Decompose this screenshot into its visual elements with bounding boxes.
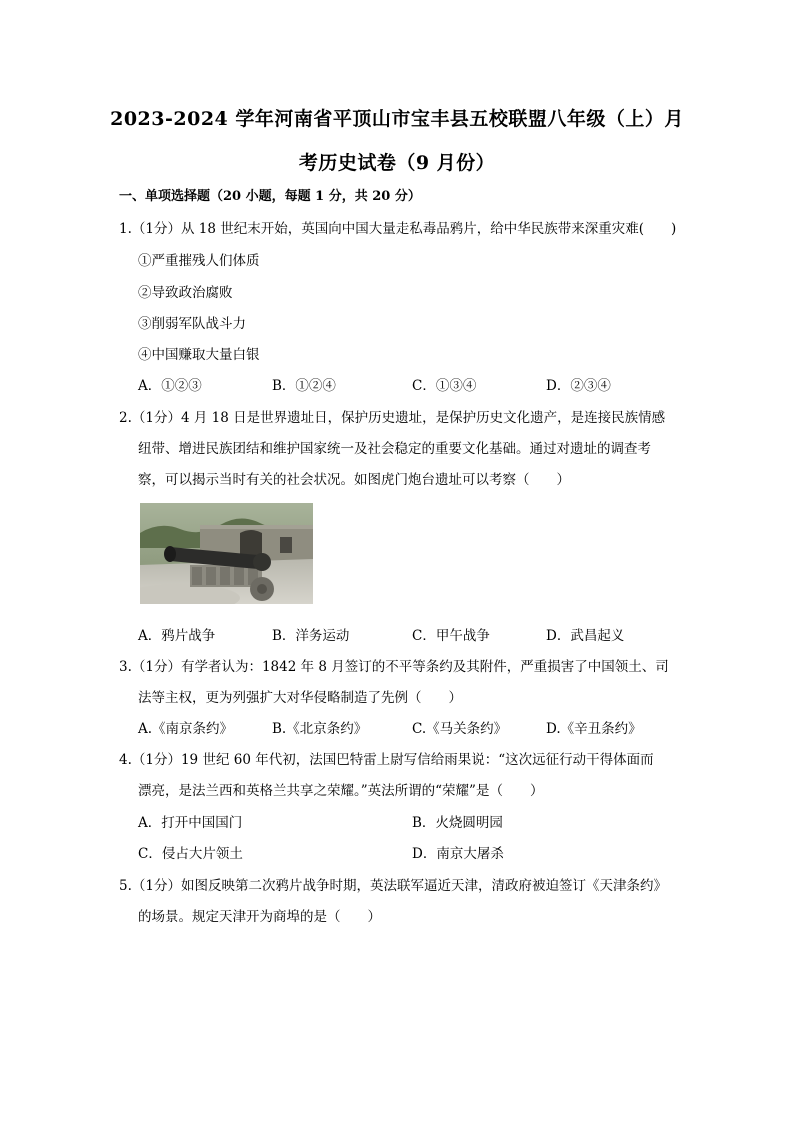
q2-stem-line3: 察，可以揭示当时有关的社会状况。如图虎门炮台遗址可以考察（ ） bbox=[138, 472, 570, 488]
exam-title-line1: 2023-2024 学年河南省平顶山市宝丰县五校联盟八年级（上）月 bbox=[110, 108, 684, 130]
q3-option-c: C.《马关条约》 bbox=[412, 721, 508, 737]
q1-item-1: ①严重摧残人们体质 bbox=[138, 253, 260, 269]
q2-stem-line1: 2.（1分）4 月 18 日是世界遗址日，保护历史遗址，是保护历史文化遗产，是连接民族情感 bbox=[119, 410, 666, 426]
q2-stem-line2: 纽带、增进民族团结和维护国家统一及社会稳定的重要文化基础。通过对遗址的调查考 bbox=[138, 441, 651, 457]
q1-item-2: ②导致政治腐败 bbox=[138, 285, 233, 301]
exam-title-line2: 考历史试卷（9 月份） bbox=[298, 152, 496, 174]
q4-option-c: C．侵占大片领土 bbox=[138, 846, 243, 862]
humen-fort-cannon-photo bbox=[140, 503, 313, 604]
q2-option-b: B．洋务运动 bbox=[272, 628, 350, 644]
q3-stem-line1: 3.（1分）有学者认为：1842 年 8 月签订的不平等条约及其附件，严重损害了中国领土、司 bbox=[119, 659, 669, 675]
q2-option-c: C．甲午战争 bbox=[412, 628, 490, 644]
q4-stem-line2: 漂亮，是法兰西和英格兰共享之荣耀。”英法所谓的“荣耀”是（ ） bbox=[138, 783, 544, 799]
q1-option-d: D．②③④ bbox=[546, 378, 611, 394]
section-heading: 一、单项选择题（20 小题，每题 1 分，共 20 分） bbox=[119, 189, 421, 204]
q1-stem: 1.（1分）从 18 世纪末开始，英国向中国大量走私毒品鸦片，给中华民族带来深重灾难( ) bbox=[119, 221, 677, 237]
q5-stem-line1: 5.（1分）如图反映第二次鸦片战争时期，英法联军逼近天津，清政府被迫签订《天津条约》 bbox=[119, 878, 667, 894]
q4-option-a: A．打开中国国门 bbox=[138, 815, 243, 831]
q1-item-3: ③削弱军队战斗力 bbox=[138, 316, 246, 332]
q4-option-d: D．南京大屠杀 bbox=[412, 846, 504, 862]
q1-option-a: A．①②③ bbox=[138, 378, 202, 394]
q3-option-d: D.《辛丑条约》 bbox=[546, 721, 642, 737]
q2-option-d: D．武昌起义 bbox=[546, 628, 625, 644]
q4-option-b: B．火烧圆明园 bbox=[412, 815, 503, 831]
q4-stem-line1: 4.（1分）19 世纪 60 年代初，法国巴特雷上尉写信给雨果说：“这次远征行动干得体面而 bbox=[119, 752, 654, 768]
q3-stem-line2: 法等主权，更为列强扩大对华侵略制造了先例（ ） bbox=[138, 690, 462, 706]
q2-option-a: A．鸦片战争 bbox=[138, 628, 216, 644]
q3-option-b: B.《北京条约》 bbox=[272, 721, 368, 737]
q3-option-a: A.《南京条约》 bbox=[138, 721, 234, 737]
q5-stem-line2: 的场景。规定天津开为商埠的是（ ） bbox=[138, 909, 381, 925]
q1-option-b: B．①②④ bbox=[272, 378, 336, 394]
q1-item-4: ④中国赚取大量白银 bbox=[138, 347, 260, 363]
q1-option-c: C．①③④ bbox=[412, 378, 477, 394]
